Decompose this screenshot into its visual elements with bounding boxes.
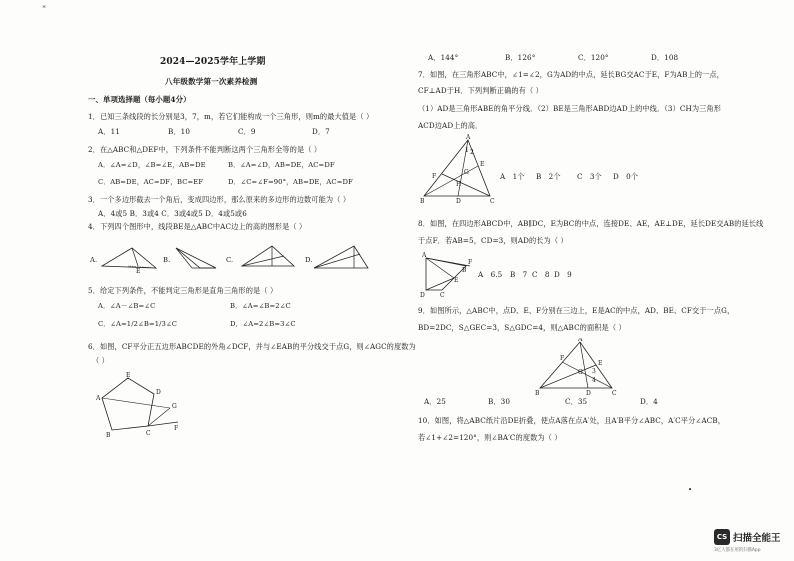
q9-line2: BD=2DC，S△GEC=3，S△GDC=4，则△ABC的面积是（ ） [418, 323, 626, 332]
watermark-tagline: 3亿人都在用的扫描App [714, 548, 761, 553]
q7-option-d: D 0个 [613, 172, 639, 181]
q5-option-c: C．∠A=1/2∠B=1/3∠C [98, 320, 178, 328]
q6-paren: （ ） [92, 356, 109, 365]
q2-option-b: B．∠A=∠D，AB=DE，AC=DF [228, 161, 335, 169]
q7-label-g: G [464, 169, 469, 176]
scan-dot: • [688, 486, 693, 494]
q8-option-c: C 8 [532, 270, 550, 279]
q8-label-e: E [454, 277, 459, 284]
q1-option-b: B．10 [168, 127, 191, 136]
q4-stem: 4．下列四个图形中，线段BE是△ABC中AC边上的高的图形是（ ） [88, 222, 307, 231]
q9-label-4: 4 [592, 377, 596, 384]
q6-pentagon-figure [94, 372, 184, 438]
q6-option-d: D．108 [651, 53, 679, 62]
scanner-watermark [714, 527, 790, 555]
q5-stem: 5．给定下列条件，不能判定三角形是直角三角形的是（ ） [88, 286, 278, 295]
q2-option-d: D．∠C=∠F=90°，AB=DE，AC=DF [228, 178, 353, 186]
q4-option-b: B. [163, 256, 171, 264]
q7-option-a: A 1个 [500, 172, 525, 181]
pent-label-b: B [106, 432, 111, 438]
q9-label-d: D [586, 390, 591, 396]
q9-option-c: C．35 [565, 397, 588, 406]
exam-subtitle: 八年级数学第一次素养检测 [165, 77, 258, 86]
q7-triangle-figure [418, 134, 498, 204]
q6-stem: 6．如图，CF平分正五边形ABCDE的外角∠DCF，并与∠EAB的平分线交于点G，则∠AGC的度数为 [88, 342, 416, 351]
q7-label-c: C [490, 198, 495, 204]
pent-label-c: C [146, 430, 151, 437]
q3-options: A．4或5 B．3或4 C．3或4或5 D．4或5或6 [98, 209, 247, 218]
q8-option-b: B 7 [510, 270, 528, 279]
q4-option-c: C. [226, 256, 234, 264]
q6-option-a: A．144° [428, 53, 459, 62]
q8-line2: 于点F．若AB=5，CD=3，则AD的长为（ ） [418, 236, 568, 245]
q6-option-b: B．126° [505, 53, 536, 62]
q9-label-g: G [578, 369, 583, 376]
scan-mark-top-left: × [42, 4, 47, 10]
q4-option-d: D. [305, 256, 313, 264]
q4-option-a: A. [90, 256, 98, 264]
q9-option-a: A．25 [424, 397, 446, 406]
q7-line3: （1）AD是三角形ABE的角平分线．（2）BE是三角形ABD边AD上的中线．（3）CH为三角形 [418, 104, 722, 113]
q4a-label-e: E [136, 268, 141, 274]
pent-label-d: D [156, 389, 161, 396]
pent-label-f: F [174, 425, 179, 432]
q7-option-b: B 2个 [536, 172, 561, 181]
q4-figure-a [98, 240, 160, 274]
q8-label-f: F [468, 259, 473, 266]
q4-figure-d [310, 240, 372, 274]
q8-label-d: D [420, 292, 425, 298]
q8-quadrilateral-figure [418, 252, 474, 298]
q10-line2: 若∠1+∠2=120°，则∠BA′C的度数为（ ） [418, 433, 562, 442]
q8-label-b: B [462, 267, 467, 274]
q7-label-b: B [420, 198, 425, 204]
q1-option-a: A．11 [98, 127, 120, 136]
pent-label-e: E [126, 372, 131, 379]
q5-option-a: A．∠A－∠B=∠C [98, 302, 156, 310]
q4-figure-c [238, 240, 298, 274]
q9-label-3: 3 [592, 368, 596, 375]
q2-option-c: C．AB=DE，AC=DF，BC=EF [98, 178, 204, 186]
q9-label-b: B [535, 390, 540, 396]
q4-figure-b [170, 238, 222, 276]
q5-option-d: D．∠A=2∠B=3∠C [230, 320, 296, 328]
q9-label-a: A [578, 338, 583, 343]
q7-label-h: H [456, 181, 462, 188]
section-heading: 一、单项选择题（每小题4分） [88, 95, 191, 104]
q8-label-c: C [440, 292, 445, 298]
q5-option-b: B．∠A=∠B=2∠C [230, 302, 291, 310]
q9-triangle-figure [534, 338, 618, 396]
q10-stem: 10．如图，将△ABC纸片沿DE折叠，使点A落在点A′处，且A′B平分∠ABC，A′C平分∠ACB， [418, 416, 726, 425]
q9-option-b: B．30 [488, 397, 511, 406]
q2-option-a: A．∠A=∠D，∠B=∠E，AB=DE [98, 161, 206, 169]
q7-label-d: D [456, 198, 461, 204]
q7-option-c: C 3个 [577, 172, 602, 181]
q9-label-c: C [612, 390, 617, 396]
pent-label-a: A [96, 395, 101, 402]
q1-stem: 1．已知三条线段的长分别是3，7，m，若它们能构成一个三角形，则m的最大值是（ ） [88, 112, 374, 121]
q8-option-d: D 9 [554, 270, 572, 279]
q2-stem: 2．在△ABC和△DEF中，下列条件不能判断这两个三角形全等的是（ ） [88, 145, 322, 154]
q7-line2: CF⊥AD于H．下列判断正确的有（ ） [418, 86, 543, 95]
q9-stem: 9．如图所示，△ABC中，点D、E、F分别在三边上，E是AC的中点，AD、BE、CF交于一点G， [418, 306, 735, 315]
camscanner-logo-icon: CS [714, 529, 730, 545]
q7-stem: 7．如图，在三角形ABC中，∠1=∠2，G为AD的中点，延长BG交AC于E，F为AB上的一点， [418, 70, 724, 79]
q7-label-2: 2 [470, 149, 474, 156]
q3-stem: 3．一个多边形截去一个角后，变成四边形，那么原来的多边形的边数可能为（ ） [88, 195, 351, 204]
q8-option-a: A 6.5 [478, 270, 503, 279]
exam-title: 2024—2025学年上学期 [160, 57, 266, 67]
q8-label-a: A [422, 252, 427, 259]
watermark-app-name: 扫描全能王 [733, 533, 781, 544]
q9-option-d: D．4 [640, 397, 658, 406]
q9-label-f: F [560, 355, 565, 362]
q7-label-e: E [480, 161, 485, 168]
q9-label-e: E [598, 360, 603, 367]
q6-option-c: C．120° [578, 53, 609, 62]
q7-label-a: A [466, 134, 471, 141]
q1-option-c: C．9 [238, 127, 256, 136]
q8-stem: 8．如图，在四边形ABCD中，AB∥DC，E为BC的中点，连接DE、AE，AE⊥DE，延长DE交AB的延长线 [418, 219, 764, 228]
q7-label-f: F [432, 173, 437, 180]
pent-label-g: G [172, 403, 177, 410]
q7-line4: ACD边AD上的高． [418, 121, 483, 130]
q7-label-1: 1 [465, 147, 469, 154]
q1-option-d: D．7 [312, 127, 330, 136]
